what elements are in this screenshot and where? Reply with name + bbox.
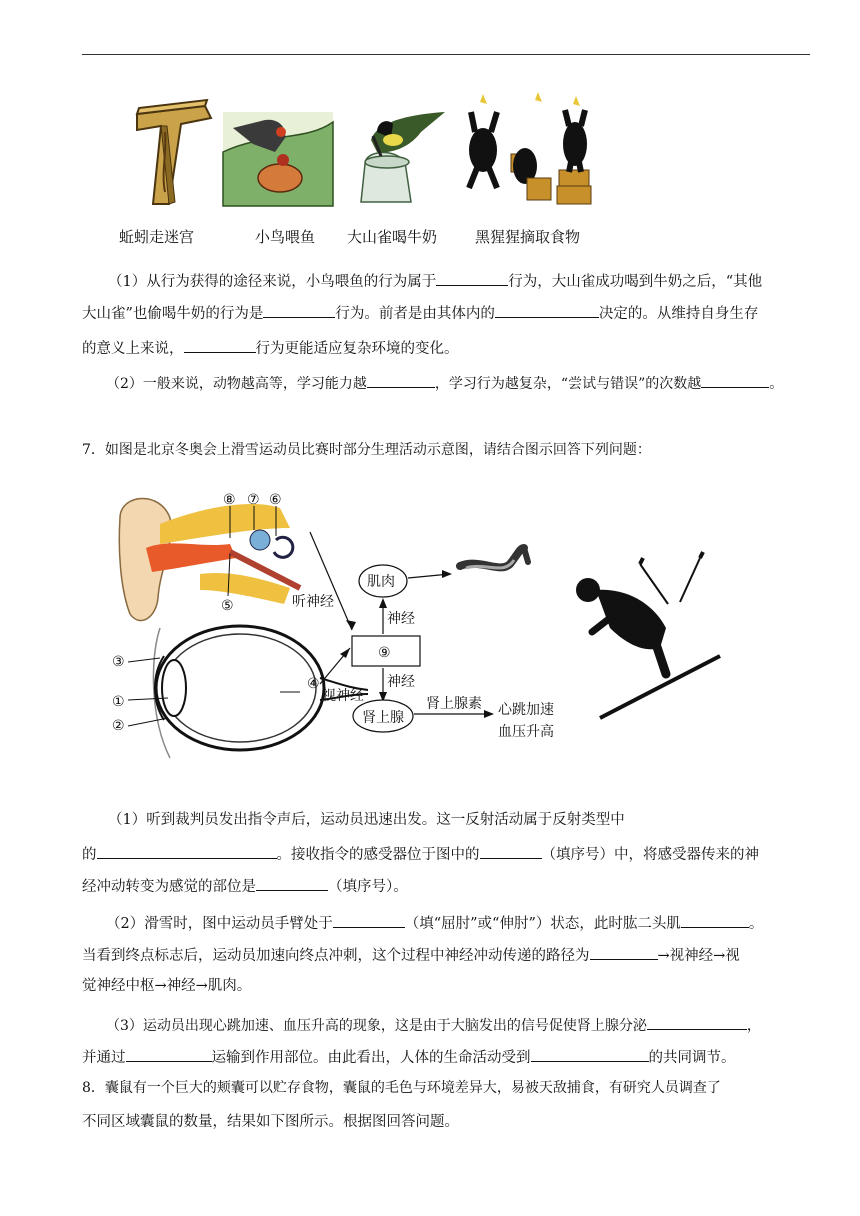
ear-image	[119, 498, 300, 620]
answer-blank[interactable]	[531, 1046, 649, 1062]
answer-blank[interactable]	[97, 843, 277, 859]
eye-number-1: ①	[112, 694, 125, 710]
answer-blank[interactable]	[126, 1046, 212, 1062]
q7-part3-line1: （3）运动员出现心跳加速、血压升高的现象，这是由于大脑发出的信号促使肾上腺分泌 ，	[82, 1014, 761, 1036]
q7-part2-line3: 觉神经中枢→神经→肌肉。	[82, 978, 252, 994]
q7-part1-line3: 经冲动转变为感觉的部位是 （填序号）。	[82, 875, 408, 897]
answer-blank[interactable]	[495, 302, 599, 318]
answer-blank[interactable]	[647, 1014, 747, 1030]
ear-number-6: ⑥	[269, 492, 282, 508]
q6-part1-line3: 的意义上来说， 行为更能适应复杂环境的变化。	[82, 337, 459, 359]
ear-number-5: ⑤	[221, 598, 234, 614]
q7-part1-line2: 的 。接收指令的感受器位于图中的 （填序号）中，将感受器传来的神	[82, 843, 759, 865]
nerve-up-label: 神经	[387, 611, 415, 627]
answer-blank[interactable]	[263, 302, 335, 318]
answer-blank[interactable]	[681, 912, 749, 928]
answer-blank[interactable]	[701, 372, 769, 388]
effect-heartbeat-label: 心跳加速	[498, 702, 554, 718]
ear-number-7: ⑦	[247, 492, 260, 508]
q6-part1-line2: 大山雀”也偷喝牛奶的行为是 行为。前者是由其体内的 决定的。从维持自身生存	[82, 302, 758, 324]
caption-great-tit-milk: 大山雀喝牛奶	[347, 228, 438, 246]
answer-blank[interactable]	[333, 912, 405, 928]
chimpanzee-image	[469, 92, 591, 204]
great-tit-milk-image	[361, 112, 445, 202]
answer-blank[interactable]	[256, 875, 328, 891]
caption-chimpanzee-food: 黑猩猩摘取食物	[475, 228, 581, 246]
q7-part2-line2: 当看到终点标志后，运动员加速向终点冲刺，这个过程中神经冲动传递的路径为 →视神经→视	[82, 944, 740, 966]
bird-feeding-fish-image	[223, 112, 333, 206]
caption-earthworm-maze: 蚯蚓走迷宫	[119, 228, 195, 246]
ear-number-8: ⑧	[223, 492, 236, 508]
answer-blank[interactable]	[480, 843, 542, 859]
answer-blank[interactable]	[184, 337, 256, 353]
q7-part3-line2: 并通过 运输到作用部位。由此看出，人体的生命活动受到 的共同调节。	[82, 1046, 736, 1068]
physiology-diagram	[100, 478, 740, 778]
caption-bird-feeding-fish: 小鸟喂鱼	[255, 228, 316, 246]
adrenal-label: 肾上腺	[362, 710, 404, 726]
answer-blank[interactable]	[436, 270, 508, 286]
answer-blank[interactable]	[590, 944, 658, 960]
eye-number-2: ②	[112, 718, 125, 734]
q8-line1: 8．囊鼠有一个巨大的颊囊可以贮存食物，囊鼠的毛色与环境差异大，易被天敌捕食，有研究人员调查了	[82, 1080, 721, 1096]
skier-image	[576, 552, 720, 718]
muscle-label: 肌肉	[367, 574, 395, 590]
eye-number-4: ④	[307, 676, 320, 692]
effect-bloodpressure-label: 血压升高	[498, 724, 554, 740]
q6-part1-line1: （1）从行为获得的途径来说，小鸟喂鱼的行为属于 行为，大山雀成功喝到牛奶之后，“其他	[82, 270, 762, 292]
q8-line2: 不同区域囊鼠的数量，结果如下图所示。根据图回答问题。	[82, 1114, 459, 1130]
hormone-label: 肾上腺素	[426, 696, 482, 712]
q7-part2-line1: （2）滑雪时，图中运动员手臂处于 （填“屈肘”或“伸肘”）状态，此时肱二头肌 。	[82, 912, 763, 934]
animal-behavior-figure	[115, 92, 615, 214]
optic-nerve-label: 视神经	[322, 688, 364, 704]
q7-part1-line1: （1）听到裁判员发出指令声后，运动员迅速出发。这一反射活动属于反射类型中	[108, 812, 625, 828]
q6-part2: （2）一般来说，动物越高等，学习能力越 ，学习行为越复杂，“尝试与错误”的次数越 。	[82, 372, 783, 394]
nerve-center-number: ⑨	[378, 645, 391, 661]
nerve-down-label: 神经	[387, 674, 415, 690]
eye-number-3: ③	[112, 654, 125, 670]
hearing-nerve-label: 听神经	[292, 594, 334, 610]
earthworm-maze-image	[137, 100, 211, 204]
header-rule	[82, 54, 810, 55]
q7-stem: 7．如图是北京冬奥会上滑雪运动员比赛时部分生理活动示意图，请结合图示回答下列问题：	[82, 442, 651, 458]
flexed-arm-image	[460, 548, 528, 568]
answer-blank[interactable]	[367, 372, 435, 388]
